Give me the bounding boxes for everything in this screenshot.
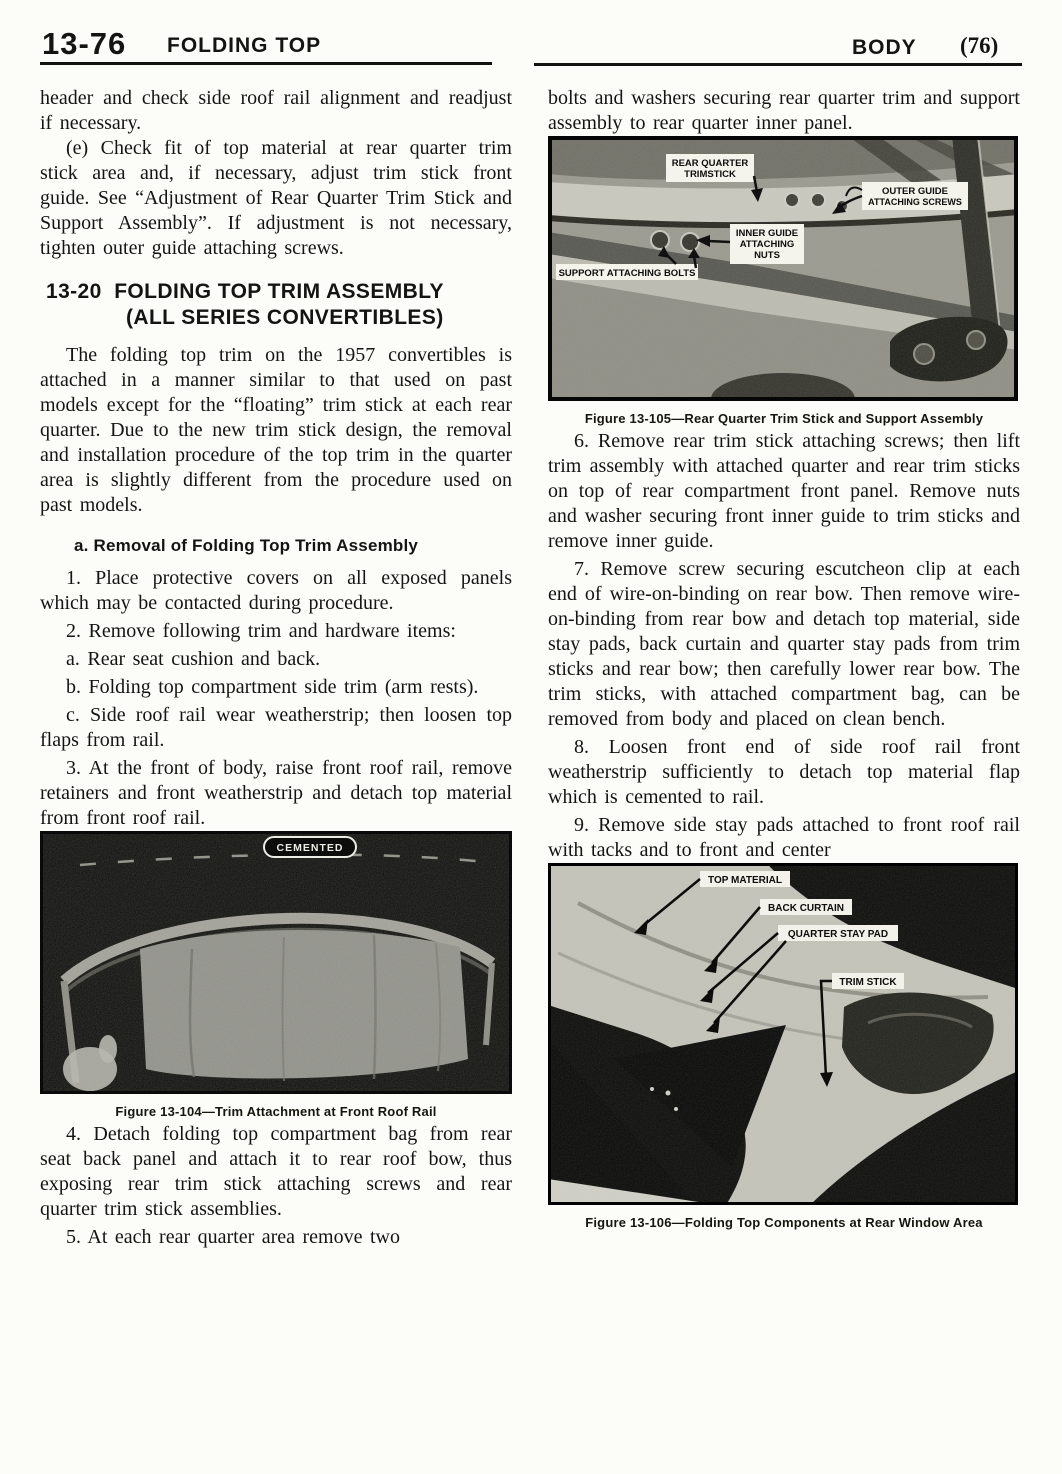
section-heading-subtitle: (ALL SERIES CONVERTIBLES) — [126, 306, 444, 329]
right-column — [548, 86, 1020, 1230]
step-4: 4. Detach folding top compartment bag from rear seat back panel and attach it to rear roof bow, thus exposing rear trim stick attaching screws and rear quarter trim stick assemblies. — [40, 1123, 512, 1220]
svg-text:ATTACHING: ATTACHING — [739, 239, 795, 250]
step-1: 1. Place protective covers on all exposed panels which may be contacted during procedure. — [40, 567, 512, 614]
svg-text:INNER GUIDE: INNER GUIDE — [735, 228, 799, 239]
figure-13-105-caption: Figure 13-105—Rear Quarter Trim Stick and Support Assembly — [584, 411, 984, 426]
svg-text:TRIM STICK: TRIM STICK — [839, 977, 897, 988]
cemented-label-text: CEMENTED — [276, 842, 344, 854]
svg-text:SUPPORT ATTACHING BOLTS: SUPPORT ATTACHING BOLTS — [558, 268, 696, 279]
page-section-title: FOLDING TOP — [167, 34, 322, 57]
sub-heading-removal: a. Removal of Folding Top Trim Assembly — [74, 536, 419, 555]
step-5: 5. At each rear quarter area remove two — [66, 1226, 400, 1248]
figure-13-104-photo — [40, 831, 512, 1094]
page-number: (76) — [960, 33, 999, 58]
step-3: 3. At the front of body, raise front roof rail, remove retainers and front weatherstrip and detach top material from front roof rail. — [40, 757, 512, 829]
figure-13-106 — [548, 863, 1020, 1230]
svg-text:TOP MATERIAL: TOP MATERIAL — [708, 875, 782, 886]
svg-text:REAR QUARTER: REAR QUARTER — [671, 158, 749, 169]
page-section-number: 13-76 — [42, 26, 127, 61]
section-heading-13-20 — [46, 279, 512, 331]
figure-13-106-caption: Figure 13-106—Folding Top Components at Rear Window Area — [585, 1215, 983, 1230]
section-heading-number: 13-20 — [46, 280, 102, 303]
figure-13-104-caption: Figure 13-104—Trim Attachment at Front Roof Rail — [115, 1104, 437, 1119]
figure-13-105-photo — [548, 136, 1018, 401]
header-rule-right — [534, 63, 1022, 66]
left-column — [40, 86, 512, 1250]
svg-text:ATTACHING SCREWS: ATTACHING SCREWS — [868, 197, 962, 207]
svg-text:TRIMSTICK: TRIMSTICK — [684, 169, 736, 180]
figure-13-106-photo — [548, 863, 1018, 1205]
step-9: 9. Remove side stay pads attached to front roof rail with tacks and to front and center — [548, 814, 1020, 861]
step-6: 6. Remove rear trim stick attaching screws; then lift trim assembly with attached quarter and rear trim sticks on top of rear compartment front panel. Remove nuts and washer securing front inner guide to trim sticks and remove inner guide. — [548, 430, 1020, 552]
section-heading-title: FOLDING TOP TRIM ASSEMBLY — [114, 280, 444, 303]
paragraph-continuation-right: bolts and washers securing rear quarter trim and support assembly to rear quarter inner panel. — [548, 87, 1020, 134]
figure-13-105 — [548, 136, 1020, 426]
step-2c: c. Side roof rail wear weatherstrip; then loosen top flaps from rail. — [40, 704, 512, 751]
intro-paragraph: The folding top trim on the 1957 convertibles is attached in a manner similar to that used on past models except for the “floating” trim stick at each rear quarter. Due to the new trim stick design, the removal and installation procedure of the top trim in the quarter area is slightly different from the procedure used on past models. — [40, 344, 512, 516]
svg-text:OUTER GUIDE: OUTER GUIDE — [882, 186, 948, 197]
step-2: 2. Remove following trim and hardware items: — [66, 620, 456, 642]
step-7: 7. Remove screw securing escutcheon clip at each end of wire-on-binding on rear bow. Then remove wire-on-binding from rear bow and detach top material, side stay pads, back curtain and quarter stay pads from trim sticks and rear bow; then carefully lower rear bow. The trim sticks, with attached compartment bag, can be removed from body and placed on clean bench. — [548, 558, 1020, 730]
cemented-label — [264, 837, 356, 857]
step-2b: b. Folding top compartment side trim (arm rests). — [66, 676, 479, 698]
step-2a: a. Rear seat cushion and back. — [66, 648, 321, 670]
header-rule-left — [40, 62, 492, 65]
figure-13-104 — [40, 831, 512, 1119]
paragraph-e: (e) Check fit of top material at rear quarter trim stick area and, if necessary, adjust trim stick front guide. See “Adjustment of Rear Quarter Trim Stick and Support Assembly”. If adjustment is not necessary, tighten outer guide attaching screws. — [40, 137, 512, 259]
svg-text:NUTS: NUTS — [754, 250, 780, 261]
paragraph-continuation: header and check side roof rail alignment and readjust if necessary. — [40, 87, 512, 134]
svg-text:BACK CURTAIN: BACK CURTAIN — [768, 903, 844, 914]
step-8: 8. Loosen front end of side roof rail front weatherstrip sufficiently to detach top material flap which is cemented to rail. — [548, 736, 1020, 808]
svg-text:QUARTER STAY PAD: QUARTER STAY PAD — [787, 929, 889, 940]
page-chapter-title: BODY — [852, 36, 917, 59]
